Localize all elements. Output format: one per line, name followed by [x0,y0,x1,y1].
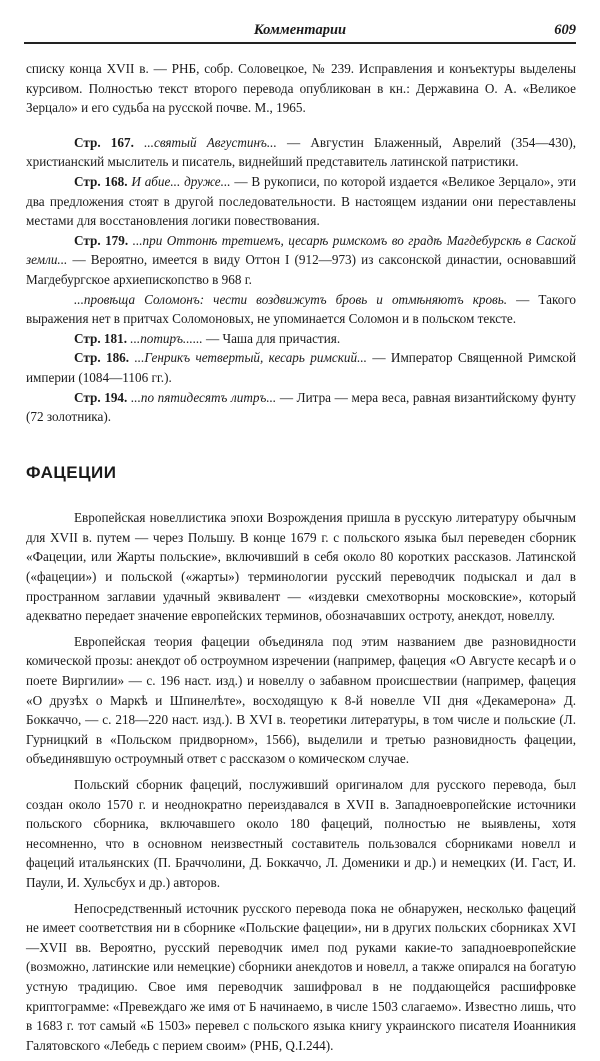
commentary-entry [26,231,576,290]
entry-text: — Вероятно, имеется в виду Оттон I (912—973) из саксонской династии, основавший Магдебургское архиепископство в 968 г. [26,252,576,287]
section-paragraph: Европейская теория фацеции объединяла под этим названием две разновидности комической прозы: анекдот об остроумном изречении (например, фацеция «О Августе кесарѣ и о поете Виргилии» — с. 196 наст. изд.) и новеллу о забавном происшествии (например, фацеция «О друзѣх о Маркѣ и Шпинелѣте», восходящую к 8-й новелле VII дня «Декамерона» Д. Боккаччо, — с. 218—220 наст. изд.). В XVI в. теоретики литературы, в том числе и польские (Л. Гурницкий в «Польском придворном», 1566), выделили и третью разновидность фацеции, объединявшую остроумный ответ с рассказом о комическом случае. [26,633,576,767]
commentary-entry [26,172,576,231]
entry-ref: Стр. 179. [74,232,129,248]
commentary-entry [26,348,576,387]
entry-quote: И абие... друже... [131,173,231,189]
entry-quote: ...святый Августинъ... [144,134,277,150]
entry-quote: ...Генрикъ четвертый, кесарь римский... [134,350,367,366]
entry-text: — Такого выражения нет в притчах Соломоновых, не упоминается Соломон и в польском тексте. [26,291,576,327]
entry-text: — Августин Блаженный, Аврелий (354—430), христианский мыслитель и писатель, виднейший представитель латинской патристики. [26,134,577,170]
entry-ref: Стр. 194. [74,389,128,405]
commentary-entry [26,290,576,329]
entry-quote: ...при Оттонѣ третиемъ, цесарѣ римскомъ во градѣ Магдебурскѣ в Саской земли... [26,232,577,268]
entry-quote: ...провѣща Соломонъ: чести воздвижутъ бровь и отмѣняютъ кровь. [74,291,508,307]
section-body [26,508,576,1055]
entry-ref: Стр. 186. [74,350,130,366]
entry-ref: Стр. 181. [74,330,127,346]
commentary-entry [26,329,576,349]
section-paragraph: Европейская новеллистика эпохи Возрождения пришла в русскую литературу обычным для XVII в. путем — через Польшу. В конце 1679 г. с польского языка был переведен сборник «Фацеции, или Жарты польские», включивший в себя около 80 коротких рассказов. Латинской («фацеции») и польской («жарты») терминологии русский переводчик подыскал и дал в пространном заглавии удачный эквивалент — «издевки смехотворны московские», который адекватно передает значение европейских терминов, обозначавших остроту, анекдот, новеллу. [26,510,576,624]
page-number: 609 [554,22,576,38]
intro-paragraph: списку конца XVII в. — РНБ, собр. Соловецкое, № 239. Исправления и конъектуры выделены курсивом. Полностью текст второго перевода опубликован в кн.: Державина О. А. «Великое Зерцало» и его судьба на русской почве. М., 1965. [26,61,576,116]
entry-quote: ...по пятидесятъ литръ... [130,389,277,405]
section-paragraph: Непосредственный источник русского перевода пока не обнаружен, несколько фацеций не имеет соответствия ни в сборнике «Польские фацеции», ни в других польских сборниках XVI—XVII вв. Вероятно, русский переводчик имел под руками какие-то западноевропейские (возможно, латинские или немецкие) сборники анекдотов и новелл, а также опирался на богатую устную традицию. Свое имя переводчик зашифровал в не поддающейся расшифровке криптограмме: «Превеждаго же имя от Б начинаемо, в числе 1503 слагаемо». Известно лишь, что в 1683 г. тот самый «Б 1503» перевел с польского языка книгу украинского писателя Иоанникия Галятовского «Лебедь с перием своим» (РНБ, Q.I.244). [26,900,576,1053]
entry-ref: Стр. 167. [74,134,134,150]
entry-text: — Чаша для причастия. [202,330,341,346]
header-title: Комментарии [253,22,347,38]
page-body [26,59,576,1061]
entry-text: — Литра — мера веса, равная византийскому фунту (72 золотника). [26,389,577,425]
intro-block [26,59,576,118]
entry-quote: ...потиръ...... [130,330,203,346]
entry-ref: Стр. 168. [74,173,128,189]
commentary-entry [26,388,576,427]
section-title: ФАЦЕЦИИ [26,462,117,482]
commentary-entry [26,133,576,172]
commentary-entries [26,133,576,427]
header-rule [24,42,576,44]
running-header [24,10,576,46]
entry-text: — В рукописи, по которой издается «Великое Зерцало», эти два предложения стоят в другой последовательности. В настоящем издании они переставлены местами для восстановления логики повествования. [26,173,577,229]
section-paragraph: Польский сборник фацеций, послуживший оригиналом для русского перевода, был создан около 1570 г. и неоднократно переиздавался в XVII в. Западноевропейские источники польского сборника, включавшего около 180 фацеций, полностью не выявлены, хотя несомненно, что в основном неизвестный составитель пользовался сборниками новелл и фацеций итальянских (П. Браччолини, Д. Боккаччо, Л. Доменики и др.) и немецких (И. Гаст, И. Паули, И. Хульсбух и др.) авторов. [26,777,576,890]
entry-text: — Император Священной Римской империи (1084—1106 гг.). [26,350,577,385]
